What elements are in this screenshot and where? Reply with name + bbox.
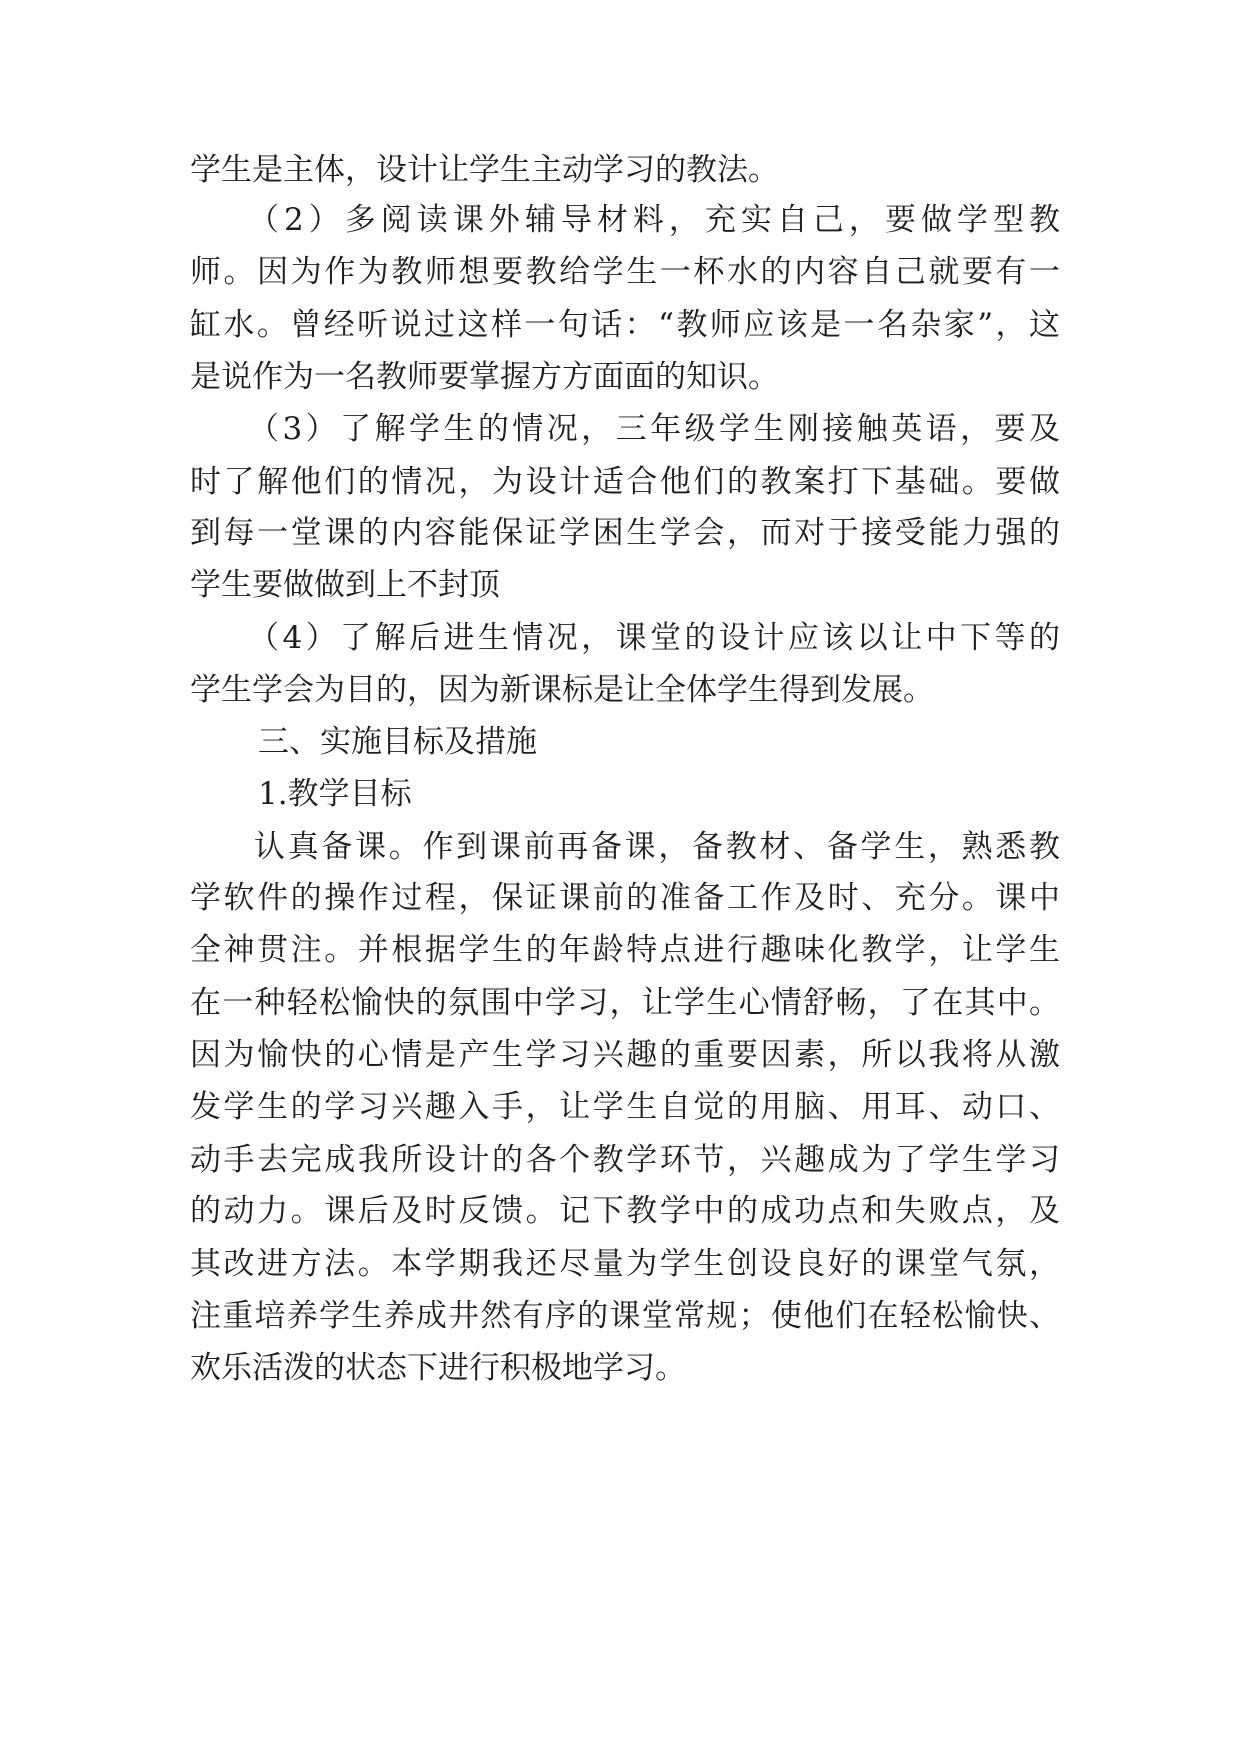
text-line: 是说作为一名教师要掌握方方面面的知识。: [190, 359, 779, 395]
text-line: 缸水。曾经听说过这样一句话：“教师应该是一名杂家”，这: [190, 307, 1060, 343]
text-line: 到每一堂课的内容能保证学困生学会，而对于接受能力强的: [190, 515, 1060, 551]
text-line: 学软件的操作过程，保证课前的准备工作及时、充分。课中: [190, 880, 1060, 916]
text-line: 师。因为作为教师想要教给学生一杯水的内容自己就要有一: [190, 254, 1060, 290]
text-line: 时了解他们的情况，为设计适合他们的教案打下基础。要做: [190, 464, 1060, 500]
text-line: 注重培养学生养成井然有序的课堂常规；使他们在轻松愉快、: [190, 1298, 1060, 1334]
text-line: 发学生的学习兴趣入手，让学生自觉的用脑、用耳、动口、: [190, 1089, 1060, 1125]
section-heading: 三、实施目标及措施: [258, 724, 537, 760]
text-line: 全神贯注。并根据学生的年龄特点进行趣味化教学，让学生: [190, 932, 1060, 968]
text-line: 的动力。课后及时反馈。记下教学中的成功点和失败点，及: [190, 1193, 1060, 1229]
text-line: 在一种轻松愉快的氛围中学习，让学生心情舒畅，了在其中。: [190, 985, 1060, 1021]
text-line: 学生学会为目的，因为新课标是让全体学生得到发展。: [190, 672, 934, 708]
text-line: 其改进方法。本学期我还尽量为学生创设良好的课堂气氛，: [190, 1246, 1060, 1282]
text-line: （4）了解后进生情况，课堂的设计应该以让中下等的: [248, 620, 1060, 656]
text-line: 因为愉快的心情是产生学习兴趣的重要因素，所以我将从激: [190, 1037, 1060, 1073]
text-line: （3）了解学生的情况，三年级学生刚接触英语，要及: [248, 411, 1060, 447]
text-line: 欢乐活泼的状态下进行积极地学习。: [190, 1350, 686, 1386]
text-line: 学生要做做到上不封顶: [190, 567, 500, 603]
text-line: （2）多阅读课外辅导材料，充实自己，要做学型教: [248, 202, 1060, 238]
text-line: 学生是主体，设计让学生主动学习的教法。: [190, 152, 779, 188]
text-line: 认真备课。作到课前再备课，备教材、备学生，熟悉教: [254, 829, 1060, 865]
subsection-heading: 1.教学目标: [258, 776, 412, 812]
text-line: 动手去完成我所设计的各个教学环节，兴趣成为了学生学习: [190, 1142, 1060, 1178]
